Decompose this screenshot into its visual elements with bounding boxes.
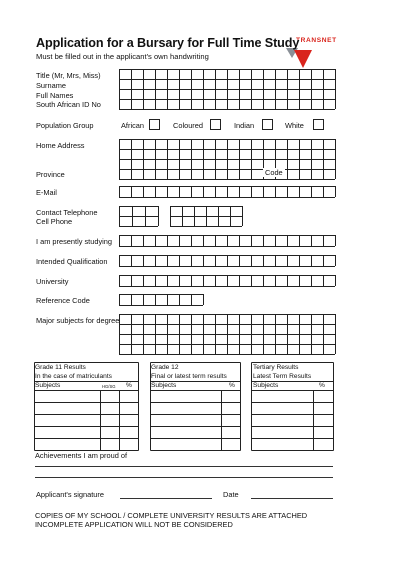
tertiary-title: Tertiary Results (253, 364, 299, 371)
code-label: Code (265, 168, 283, 177)
population-group-label: Population Group (36, 121, 94, 130)
grade12-pct-header: % (229, 382, 235, 389)
form-title: Application for a Bursary for Full Time Study (36, 36, 300, 50)
african-label: African (121, 121, 145, 130)
achievements-line-2[interactable] (35, 477, 333, 478)
tertiary-pct-header: % (319, 382, 325, 389)
white-label: White (285, 121, 304, 130)
grade12-note: Final or latest term results (151, 373, 227, 380)
date-line[interactable] (251, 498, 333, 499)
date-label: Date (223, 490, 239, 499)
achievements-line-1[interactable] (35, 466, 333, 467)
studying-label: I am presently studying (36, 237, 112, 246)
major-subjects-label: Major subjects for degree (36, 316, 120, 325)
grade11-note: In the case of matriculants (35, 373, 112, 380)
company-logo-text: TRANSNET (296, 37, 337, 44)
province-label: Province (36, 170, 65, 179)
grade12-subjects-header: Subjects (151, 382, 177, 389)
achievements-label: Achievements I am proud of (35, 451, 128, 460)
cell-phone-label: Cell Phone (36, 217, 73, 226)
tertiary-subjects-header: Subjects (253, 382, 279, 389)
tertiary-note: Latest Term Results (253, 373, 312, 380)
notice-attached: COPIES OF MY SCHOOL / COMPLETE UNIVERSITY RESULTS ARE ATTACHED (35, 511, 308, 520)
form-subtitle: Must be filled out in the applicant's own handwriting (36, 52, 209, 61)
id-number-label: South African ID No (36, 100, 101, 109)
home-address-label: Home Address (36, 141, 85, 150)
university-label: University (36, 277, 69, 286)
notice-incomplete: INCOMPLETE APPLICATION WILL NOT BE CONSIDERED (35, 520, 233, 529)
grade11-level-header: HG/SG (102, 384, 116, 389)
grade11-title: Grade 11 Results (35, 364, 86, 371)
title-label: Title (Mr, Mrs, Miss) (36, 71, 101, 80)
contact-telephone-label: Contact Telephone (36, 208, 98, 217)
reference-code-label: Reference Code (36, 296, 90, 305)
grade11-subjects-header: Subjects (35, 382, 61, 389)
full-names-label: Full Names (36, 91, 74, 100)
coloured-label: Coloured (173, 121, 203, 130)
signature-label: Applicant's signature (36, 490, 104, 499)
email-label: E-Mail (36, 188, 57, 197)
grade12-title: Grade 12 (151, 364, 179, 371)
surname-label: Surname (36, 81, 66, 90)
indian-label: Indian (234, 121, 255, 130)
qualification-label: Intended Qualification (36, 257, 108, 266)
grade11-pct-header: % (126, 382, 132, 389)
signature-line[interactable] (120, 498, 212, 499)
